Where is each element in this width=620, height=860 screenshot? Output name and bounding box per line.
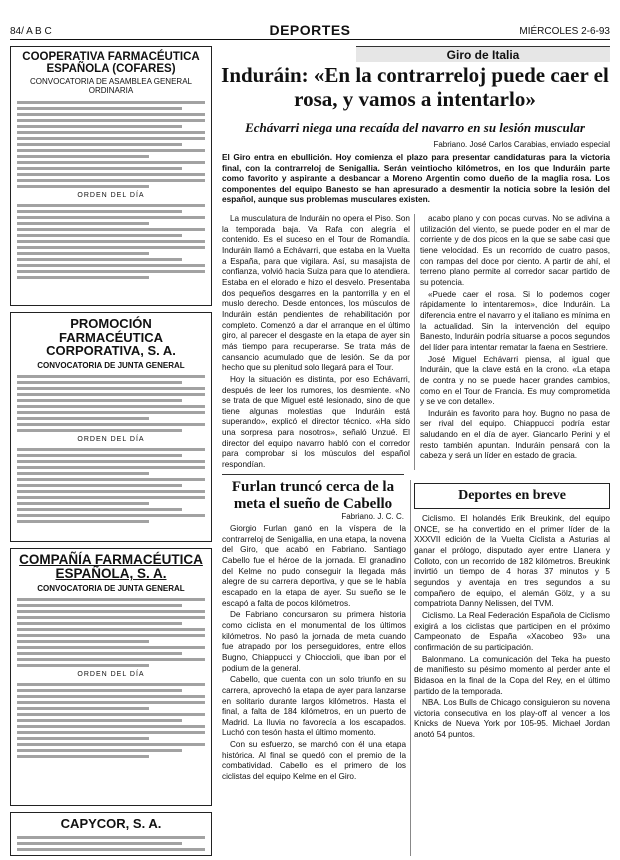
article-headline: Induráin: «En la contrarreloj puede caer el rosa, y vamos a intentarlo» [221, 63, 609, 111]
notice-capycor [10, 812, 212, 856]
paragraph: José Miguel Echávarri piensa, al igual que Induráin, que la clave está en la crono. «La etapa de contra y no se puede hacer grandes cambios, como en el Tour de Francia. Es muy comprometida y se ve con detalle». [420, 354, 610, 407]
notice-promocion [10, 312, 212, 542]
issue-date: MIÉRCOLES 2-6-93 [519, 26, 610, 37]
notices-column [10, 46, 212, 856]
paragraph: Cabello, que cuenta con un solo triunfo en su carrera, aprovechó la etapa de ayer para lanzarse en solitario durante largos kilómetros. Hasta el final, a falta de 184 kilómetros, en un puerto de Madrid. La lluvia no favorecía a los escapados. Luchó con tesón hasta el último momento. [222, 675, 406, 738]
notice-cofares [10, 46, 212, 306]
order-of-day-label: ORDEN DEL DÍA [77, 671, 145, 679]
column-rule [410, 480, 411, 856]
notice-title: PROMOCIÓN FARMACÉUTICA CORPORATIVA, S. A. [46, 316, 176, 359]
page-header [10, 22, 610, 40]
section-title: DEPORTES [269, 22, 351, 38]
column-rule [414, 214, 415, 470]
story2-byline: Fabriano. J. C. C. [341, 512, 404, 521]
notice-title: COMPAÑÍA FARMACÉUTICA ESPAÑOLA, S. A. [19, 552, 203, 582]
paragraph: Giorgio Furlan ganó en la víspera de la contrarreloj de Senigallia, en una etapa, la novena del Giro, que acabó en Fabriano. Santiago Cabello fue el héroe de la jornada. El granadino del Kelme no pudo conseguir la llegada más alegre de su carrera deportiva, y que se le había escapado en la etapa de ayer. Su sueño se le escapó a falta de pocos kilómetros. [222, 524, 406, 608]
breve-box-title: Deportes en breve [414, 483, 610, 509]
order-of-day-label: ORDEN DEL DÍA [77, 191, 145, 199]
breve-body [414, 514, 610, 856]
paragraph: Con su esfuerzo, se marchó con él una etapa histórica. Al final se quedó con el premio de la combatividad. Cabello es el primero de los ciclistas del equipo Kelme en el Giro. [222, 740, 406, 782]
article-byline: Fabriano. José Carlos Carabias, enviado especial [433, 140, 610, 149]
notice-subtitle: CONVOCATORIA DE ASAMBLEA GENERAL ORDINARIA [30, 77, 192, 95]
paragraph: acabo plano y con pocas curvas. No se adivina a utilización del viento, se puede poder en el mar de corriente y de dos picos en la que se sabe casi que tiene velocidad. Es un recorrido de cuatro pasos, con rampas del doce por ciento. A partir de ahí, el terreno plano permite al corredor sacar partido de su potencia. [420, 214, 610, 287]
notice-compania [10, 548, 212, 806]
article-subhead: Echávarri niega una recaída del navarro en su lesión muscular [245, 120, 585, 135]
paragraph: Induráin es favorito para hoy. Bugno no pasa de ser rival del equipo. Chiappucci podría estar saludando en el día de ayer. Giancarlo Perini y el resto también apuntan. Induráin pensará con la cabeza y será un líder en estado de gracia. [420, 408, 610, 461]
notice-title: COOPERATIVA FARMACÉUTICA ESPAÑOLA (COFARES) [22, 51, 200, 76]
paragraph: NBA. Los Bulls de Chicago consiguieron su novena victoria consecutiva en los play-off al vencer a los Knicks de Nueva York por 105-95. Michael Jordan anotó 54 puntos. [414, 698, 610, 740]
order-of-day-label: ORDEN DEL DÍA [77, 435, 145, 443]
paragraph: Hoy la situación es distinta, por eso Echávarri, después de leer los rumores, los desmiente. «No se trata de que Miguel esté lesionado, sino de que tiene algunas molestias que Induráin está superando», explicó el director técnico. «Ha sido una sorpresa para nosotros», señaló Unzué. El director del equipo navarro habló con el corredor para comprobar si los músculos del español respondían. [222, 374, 410, 470]
story2-body [222, 524, 406, 856]
page-number: 84/ A B C [10, 26, 52, 37]
notice-title: CAPYCOR, S. A. [60, 816, 162, 831]
paragraph: Ciclismo. La Real Federación Española de Ciclismo exigirá a los ciclistas que participen en el próximo Campeonato de España «Xacobeo 93» una confirmación de su participación. [414, 610, 610, 652]
article-lead: El Giro entra en ebullición. Hoy comienza el plazo para presentar candidaturas para la victoria final, con la contrarreloj de Senigallia. Serán veintiocho kilómetros, en los que Induráin parte como favorito y aspirante a desbancar a Moreno Argentin como dueño de la maglia rosa. Los componentes del equipo Banesto se han apresurado a desmentir la noticia sobre la lesión del español, aunque sus problemas musculares existen. [222, 152, 610, 205]
article-column-2 [420, 214, 610, 476]
paragraph: Ciclismo. El holandés Erik Breukink, del equipo ONCE, se ha convertido en el primer líder de la XXXVII edición de la Vuelta Ciclista a Asturias al ganar el prólogo, disputado ayer entre Llanera y Colloto, con un recorrido de 182 kilómetros. Breukink invirtió un tiempo de 4 horas 37 minutos y 5 segundos y aventaja en tres segundos a su compañero de equipo, el alemán Gölz, y a su compatriota Danny Nelissen, del TVM. [414, 514, 610, 609]
paragraph: De Fabriano concursaron su primera historia como ciclista en el monumental de los últimos kilómetros. No pasó la jornada de meta cuando fue atrapado por los perseguidores, entre ellos Bugno, Chiappucci y Chioccioli, que iban por el podium de la general. [222, 610, 406, 673]
paragraph: «Puede caer el rosa. Si lo podemos coger rápidamente lo intentaremos», dice Induráin. La diferencia entre el navarro y el italiano es mínima en la actualidad. Sin la intervención del equipo Banesto, Induráin podría situarse a pocos segundos del líder para intentar rematar la faena en Sestriere. [420, 289, 610, 352]
notice-subtitle: CONVOCATORIA DE JUNTA GENERAL [37, 360, 185, 370]
article-column-1 [222, 214, 410, 470]
story2-headline: Furlan truncó cerca de la meta el sueño de Cabello [222, 474, 404, 514]
paragraph: Balonmano. La comunicación del Teka ha puesto de manifiesto su pésimo momento al perder ante el Bidasoa en la final de la Copa del Rey, en el último partido de la temporada. [414, 654, 610, 696]
notice-subtitle: CONVOCATORIA DE JUNTA GENERAL [37, 584, 185, 594]
article-kicker: Giro de Italia [356, 46, 610, 62]
paragraph: La musculatura de Induráin no opera el Piso. Son la temporada baja. Va Rafa con alegría el contenido. Es el suceso en el Tour de Romandía. Induráin llamó a Echávarri, que estaba en la Vuelta a España, para que vigilara. Así, su masajista de confianza, volvió hacia Suiza para que lo atendiera. Estaba en el elorado e hizo el desvelo. Presentaba dos pequeños desgarres en la pantorrilla y en el muslo derecho. Desde entonces, los músculos de Induráin están pendientes de rehabilitación por completo. Comenzó a dar el arranque en el último giro, al parecer el desgaste en la etapa de ayer sin más tiempo para recuperarse. Se trata más de cansancio acumulado que de lesión. Se da por hecho que su plenitud solo llegará para el Tour. [222, 214, 410, 373]
